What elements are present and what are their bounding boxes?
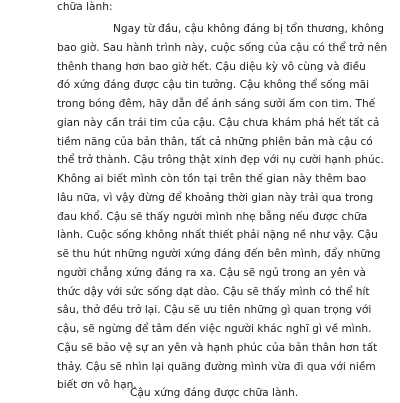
body-line: trong bóng đêm, hãy dẫn để ánh sáng sưởi ấm con tim. Thế (57, 98, 376, 110)
body-line: lâu nữa, vì vậy đừng để khoảng thời gian này trải qua trong (57, 191, 374, 204)
body-line: thức dậy với sức sống dạt dào. Cậu sẽ thấy mình có thể hít (57, 285, 370, 298)
body-line: Cậu sẽ bảo vệ sự an yên và hạnh phúc của bản thân hơn tất (57, 341, 378, 354)
body-line: đau khổ. Cậu sẽ thấy người mình nhẹ bẫng nếu được chữa (57, 210, 368, 223)
body-paragraph (57, 20, 388, 395)
body-line: cậu, sẽ ngừng để tâm đến việc người khác nghĩ gì về mình. (57, 323, 372, 335)
body-line: sẽ thu hút những người xứng đáng đến bên mình, đẩy những (57, 248, 381, 260)
body-line: thênh thang hơn bao giờ hết. Cậu diệu kỳ vô cùng và điều (57, 60, 366, 73)
body-line: Không ai biết mình còn tồn tại trên thế gian này thêm bao (57, 173, 367, 185)
body-line: lành. Cuộc sống không nhất thiết phải nặng nề như vậy. Cậu (57, 229, 378, 242)
body-line: thể trở thành. Cậu trông thật xinh đẹp với nụ cười hạnh phúc. (57, 154, 384, 167)
body-line: đó xứng đáng được cậu tin tưởng. Cậu không thể sống mãi (57, 79, 370, 92)
body-line: người chẳng xứng đáng ra xa. Cậu sẽ ngủ trong an yên và (57, 266, 366, 279)
body-line: bao giờ. Sau hành trình này, cuộc sống của cậu có thể trở nên (57, 41, 388, 54)
body-line: Ngay từ đầu, cậu không đáng bị tổn thương, không (113, 23, 384, 35)
body-line: biết ơn vô hạn. (57, 379, 137, 392)
body-line: gian này cần trái tim của cậu. Cậu chưa khám phá hết tất cả (57, 116, 380, 129)
body-line: thảy. Cậu sẽ nhìn lại quãng đường mình vừa đi qua với niềm (57, 360, 376, 373)
heading-fragment: chữa lành: (57, 1, 113, 13)
body-line: tiềm năng của bản thân, tất cả những phiên bản mà cậu có (57, 135, 373, 148)
closing-line: Cậu xứng đáng được chữa lành. (130, 387, 299, 399)
body-line: sâu, thở đều trở lại. Cậu sẽ ưu tiên những gì quan trọng với (57, 304, 372, 317)
